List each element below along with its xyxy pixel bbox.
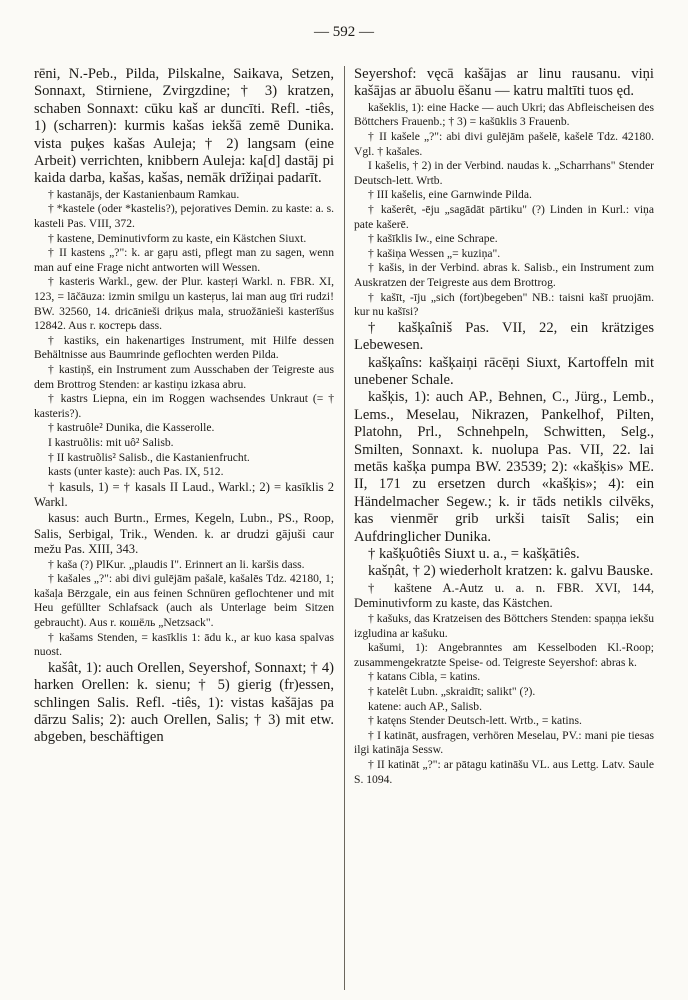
dictionary-entry: † II kašele „?": abi divi gulējām pašelē, kašelē Tdz. 42180. Vgl. † kašales. <box>354 130 654 158</box>
column-divider <box>344 66 345 990</box>
dictionary-entry: † kašis, in der Verbind. abras k. Salisb., ein Instrument zum Auskratzen der Teigreste aus dem Brottrog. <box>354 261 654 289</box>
dictionary-entry: † II kastens „?": k. ar gaŗu asti, pflegt man zu sagen, wenn man auf eine Frage nicht antworten will Wessen. <box>34 246 334 274</box>
dictionary-entry: † kašams Stenden, = kasīklis 1: ādu k., ar kuo kasa spalvas nuost. <box>34 630 334 659</box>
left-column <box>34 66 334 747</box>
dictionary-entry: † kašīt, -īju „sich (fort)begeben" NB.: taisni kašī pruojām. kur nu kašīsi? <box>354 290 654 319</box>
dictionary-entry: † II katināt „?": ar pātagu katināšu VL. aus Lettg. Latv. Saule S. 1094. <box>354 757 654 786</box>
dictionary-entry: † katelêt Lubn. „skraidīt; salikt" (?). <box>368 684 536 698</box>
dictionary-entry: † III kašelis, eine Garnwinde Pilda. <box>368 188 532 202</box>
dictionary-entry: † kašīklis Iw., eine Schrape. <box>368 232 498 246</box>
dictionary-entry: † kašerêt, -ēju „sagādāt pārtiku" (?) Linden in Kurl.: viņa pate kašerē. <box>354 202 654 231</box>
dictionary-entry: kasus: auch Burtn., Ermes, Kegeln, Lubn., PS., Roop, Salis, Serbigal, Trik., Wenden. k. ar drudzi gājuši caur mežu Pas. XIII, 343. <box>34 510 334 557</box>
dictionary-entry: † kastiņš, ein Instrument zum Ausschaben der Teigreste aus dem Brottrog Stenden: ar kastiņu izkasa abru. <box>34 362 334 391</box>
dictionary-entry: Seyershof: vęcā kašājas ar linu rausanu. viņi kašājas ar ābuolu ēšanu — katru maltīti tuos ęd. <box>354 66 654 100</box>
dictionary-entry: † kastene, Deminutivform zu kaste, ein Kästchen Siuxt. <box>48 231 307 245</box>
dictionary-entry: kašņât, † 2) wiederholt kratzen: k. galvu Bauske. <box>368 563 654 580</box>
dictionary-entry: † kašķuôtiês Siuxt u. a., = kašķātiês. <box>368 546 580 562</box>
dictionary-entry: kašeklis, 1): eine Hacke — auch Ukri; das Abfleischeisen des Böttchers Frauenb.; † 3) = kašūklis 3 Frauenb. <box>354 100 654 129</box>
dictionary-entry: † kasteris Warkl., gew. der Plur. kasteŗi Warkl. n. FBR. XI, 123, = lāčāuza: izmin smilgu un kasteŗus, lai man aug tīri rudzi! BW. 32560, 14. dricānieši driķus mala, struožānieši kasterīšus 12842. Aus r. костерь dass. <box>34 275 334 333</box>
dictionary-entry: † kastanājs, der Kastanienbaum Ramkau. <box>48 187 240 201</box>
dictionary-entry: † kaštene A.-Autz u. a. n. FBR. XVI, 144, Deminutivform zu kaste, das Kästchen. <box>354 580 654 611</box>
dictionary-entry: † kašiņa Wessen „= kuziņa". <box>368 246 501 260</box>
dictionary-entry: kašķis, 1): auch AP., Behnen, C., Jürg., Lemb., Lems., Meselau, Nikrazen, Pankelhof, Pilten, Platohn, Prl., Schnehpeln, Schwitten, Selg., Smilten, Sonnaxt. k. nuolupa Pas. VII, 22. lai metās kašķa pumpa BW. 23539; 2): «kašķis» ME. II, 171 zu ersetzen durch «kašķis»; 4): ein Händelmacher Segew.; k. ir tāds netikls cilvēks, kas vienmēr grib urkši taisīt Salis; ein Aufdringlicher Dunika. <box>354 389 654 545</box>
dictionary-entry: † katans Cibla, = katins. <box>368 670 481 684</box>
page-number: — 592 — <box>314 24 374 40</box>
dictionary-entry: † kaša (?) PlKur. „plaudis I". Erinnert an li. karšis dass. <box>48 557 305 571</box>
dictionary-entry: I kašelis, † 2) in der Verbind. naudas k. „Scharrhans" Stender Deutsch-lett. Wrtb. <box>354 159 654 187</box>
dictionary-entry: kasts (unter kaste): auch Pas. IX, 512. <box>48 465 224 479</box>
dictionary-entry: I kastruõlis: mit uô² Salisb. <box>48 435 174 449</box>
dictionary-entry: katene: auch AP., Salisb. <box>368 699 482 713</box>
dictionary-entry: † katęns Stender Deutsch-lett. Wrtb., = katins. <box>368 714 582 728</box>
dictionary-entry: † *kastele (oder *kastelis?), pejoratives Demin. zu kaste: a. s. kasteli Pas. VIII, 372. <box>34 202 334 231</box>
right-column <box>354 66 654 787</box>
dictionary-entry: † kašales „?": abi divi gulējām pašalē, kašalēs Tdz. 42180, 1; kašaļa Bērzgale, ein aus feinen Schnüren geflochtener und mit Heu gefüllter Schlafsack (auch als Unterlage beim Sitzen gebraucht). Aus r. кошёль „Netzsack". <box>34 572 334 630</box>
dictionary-entry: kašumi, 1): Angebranntes am Kesselboden Kl.-Roop; zusammengekratzte Speise- od. Teigreste Seyershof: abras k. <box>354 641 654 669</box>
dictionary-entry: † kastiks, ein hakenartiges Instrument, mit Hilfe dessen Behältnisse aus Baumrinde geflochten werden Pilda. <box>34 333 334 362</box>
dictionary-entry: kašķaîns: kašķaiņi rācēņi Siuxt, Kartoffeln mit unebener Schale. <box>354 354 654 388</box>
dictionary-entry: † kastrs Liepna, ein im Roggen wachsendes Unkraut (= † kasteris?). <box>34 392 334 420</box>
dictionary-entry: † I katināt, ausfragen, verhören Meselau, PV.: mani pie tiesas ilgi katināja Sessw. <box>354 728 654 757</box>
dictionary-entry: kašât, 1): auch Orellen, Seyershof, Sonnaxt; † 4) harken Orellen: k. sienu; † 5) gierig (fr)essen, schlingen Salis. Refl. -tiês, 1): vistas kašājas pa dārzu Salis; 2): auch Orellen, Salis; † 3) mit etw. abgeben, beschäftigen <box>34 659 334 746</box>
dictionary-entry: rēni, N.-Peb., Pilda, Pilskalne, Saikava, Setzen, Sonnaxt, Stirniene, Zvirgzdine; † 3) kratzen, schaben Sonnaxt: cūku kaš ar duncīti. Refl. -tiês, 1) (scharren): kurmis kašas iekšā zemē Dunika. vista puķes kašas Auleja; † 2) langsam (eine Arbeit) verrichten, knibbern Auleja: ka[d] dastāj pi kaida darba, kašas, kašas, nemāk drīžiņai padarīt. <box>34 66 334 187</box>
dictionary-entry: † kašuks, das Kratzeisen des Böttchers Stenden: spaņņa iekšu izgludina ar kašuku. <box>354 612 654 640</box>
dictionary-entry: † kastruôle² Dunika, die Kasserolle. <box>48 421 215 435</box>
dictionary-entry: † kašķaîniš Pas. VII, 22, ein krätziges Lebewesen. <box>354 319 654 354</box>
dictionary-entry: † II kastruõlis² Salisb., die Kastanienfrucht. <box>48 450 250 464</box>
dictionary-entry: † kasuls, 1) = † kasals II Laud., Warkl.; 2) = kasīklis 2 Warkl. <box>34 479 334 510</box>
